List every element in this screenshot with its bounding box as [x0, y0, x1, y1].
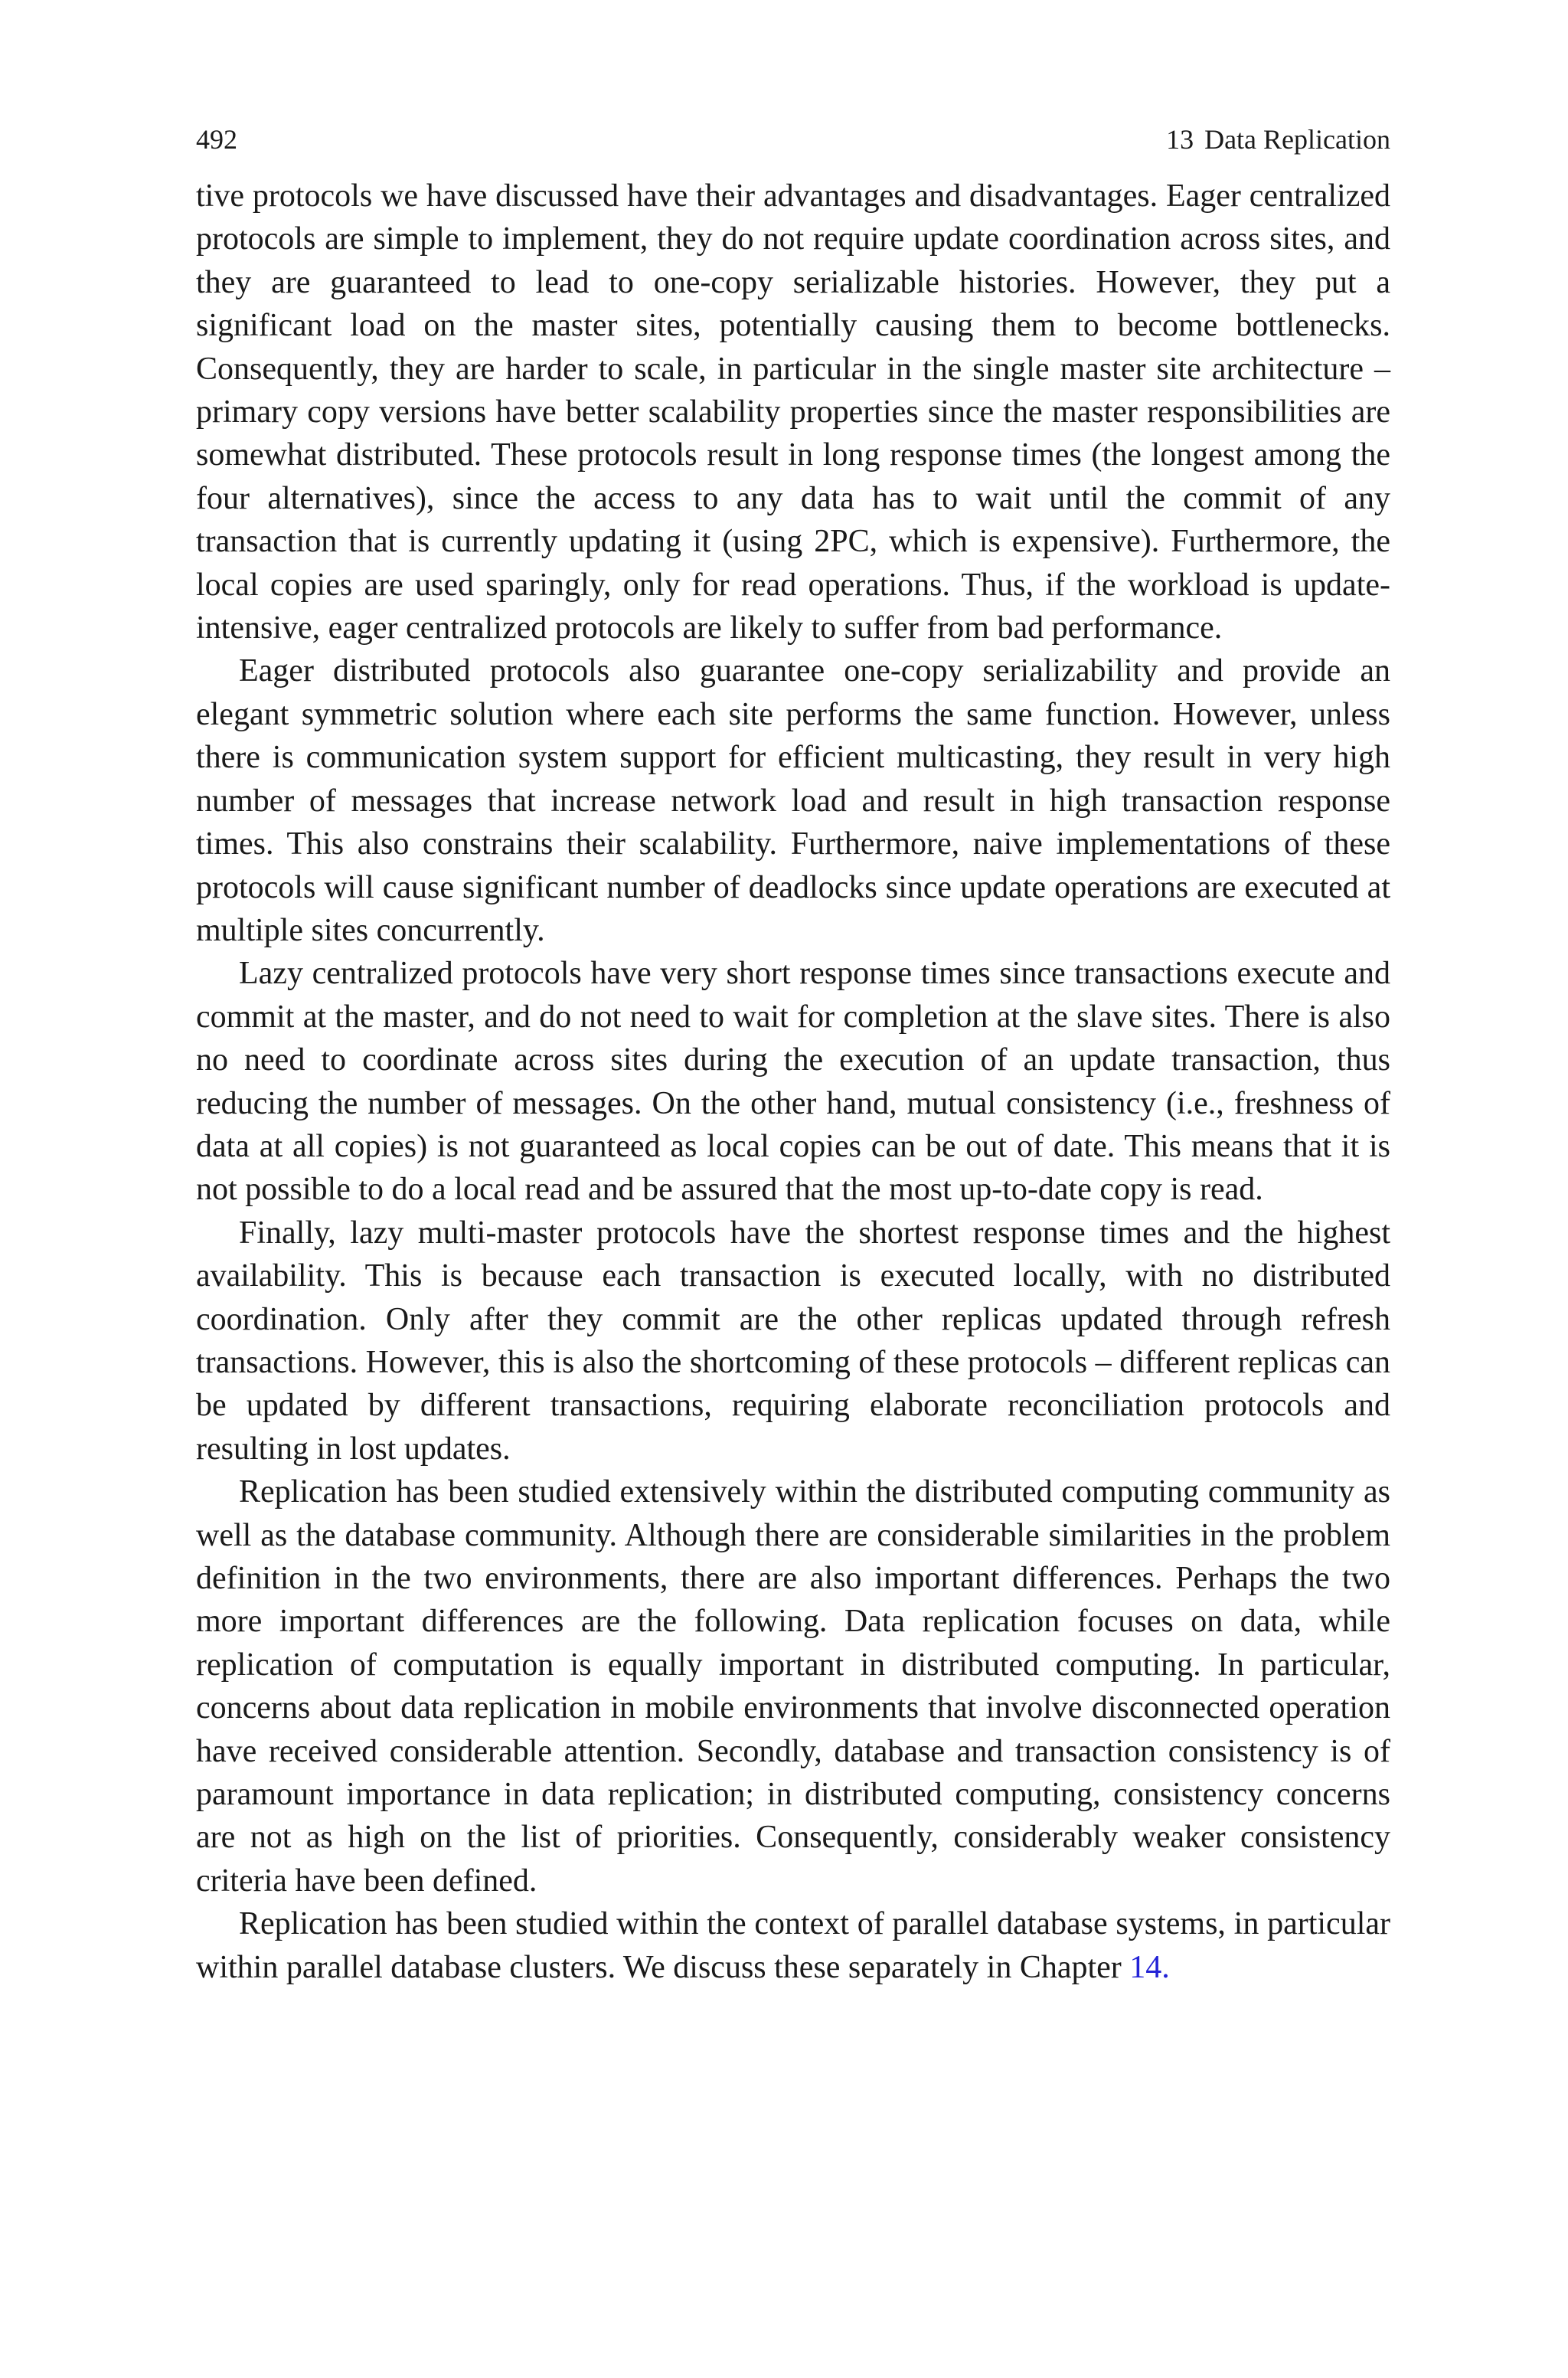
chapter-number: 13: [1166, 124, 1194, 155]
paragraph: Eager distributed protocols also guarantee one-copy serializability and provide an elegant symmetric solution where each site performs the same function. However, unless there is communication system support for efficient multicasting, they result in very high number of messages that increase network load and result in high transaction response times. This also constrains their scalability. Furthermore, naive implementations of these protocols will cause significant number of deadlocks since update operations are executed at multiple sites concurrently.: [196, 653, 1390, 948]
running-head: [196, 123, 1390, 156]
paragraph: Lazy centralized protocols have very short response times since transactions execute and commit at the master, and do not need to wait for completion at the slave sites. There is also no need to coordinate across sites during the execution of an update transaction, thus reducing the number of messages. On the other hand, mutual consistency (i.e., freshness of data at all copies) is not guaranteed as local copies can be out of date. This means that it is not possible to do a local read and be assured that the most up-to-date copy is read.: [196, 956, 1390, 1208]
chapter-heading: [1166, 123, 1390, 156]
page-number: 492: [196, 124, 237, 155]
paragraph: Finally, lazy multi-master protocols have the shortest response times and the highest availability. This is because each transaction is executed locally, with no distributed coordination. Only after they commit are the other replicas updated through refresh transactions. However, this is also the shortcoming of these protocols – different replicas can be updated by different transactions, requiring elaborate reconciliation protocols and resulting in lost updates.: [196, 1215, 1390, 1467]
chapter-title: Data Replication: [1204, 124, 1390, 155]
paragraph-text: Replication has been studied within the context of parallel database systems, in particular within parallel database clusters. We discuss these separately in Chapter: [196, 1906, 1390, 1985]
book-page: [196, 123, 1390, 1989]
paragraph-last: [196, 1902, 1390, 1989]
sentence-end: .: [1161, 1949, 1170, 1985]
chapter-link[interactable]: 14: [1129, 1949, 1162, 1985]
paragraph: Replication has been studied extensively within the distributed computing community as well as the database community. Although there are considerable similarities in the problem definition in the two environments, there are also important differences. Perhaps the two more important differences are the following. Data replication focuses on data, while replication of computation is equally important in distributed computing. In particular, concerns about data replication in mobile environments that involve disconnected operation have received considerable attention. Secondly, database and transaction consistency is of paramount importance in data replication; in distributed computing, consistency concerns are not as high on the list of priorities. Consequently, considerably weaker consistency criteria have been defined.: [196, 1474, 1390, 1899]
body-text: [196, 175, 1390, 1989]
paragraph: tive protocols we have discussed have their advantages and disadvantages. Eager centralized protocols are simple to implement, they do not require update coordination across sites, and they are guaranteed to lead to one-copy serializable histories. However, they put a significant load on the master sites, potentially causing them to become bottlenecks. Consequently, they are harder to scale, in particular in the single master site architecture – primary copy versions have better scalability properties since the master responsibilities are somewhat distributed. These protocols result in long response times (the longest among the four alternatives), since the access to any data has to wait until the commit of any transaction that is currently updating it (using 2PC, which is expensive). Furthermore, the local copies are used sparingly, only for read operations. Thus, if the workload is update-intensive, eager centralized protocols are likely to suffer from bad performance.: [196, 178, 1390, 646]
